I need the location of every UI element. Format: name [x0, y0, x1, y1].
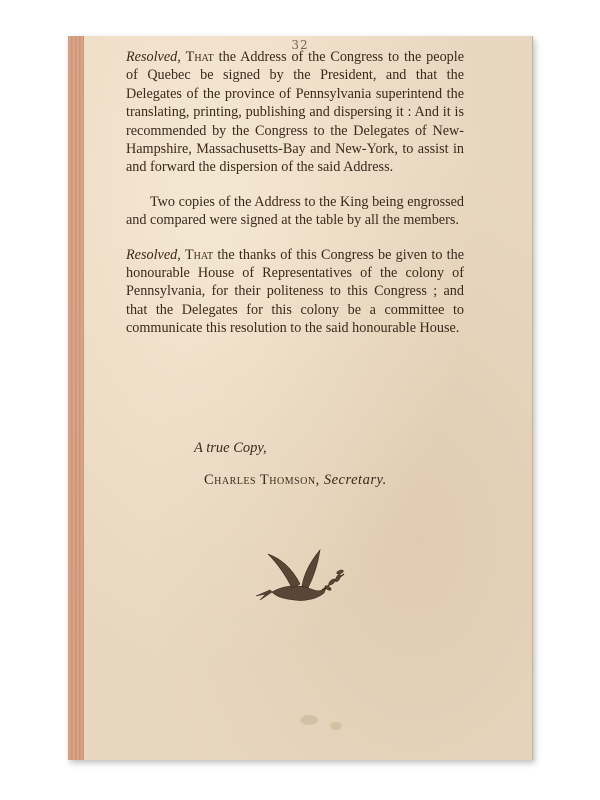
paragraph-1	[126, 48, 464, 177]
paragraph-2	[126, 193, 464, 230]
page-number: 32	[291, 38, 309, 52]
paragraph-body: the Address of the Congress to the people of Quebec be signed by the President, and that the Delegates of the province of Pennsylvania superintend the translating, printing, publishing and dispersing it : And it is recommended by the Congress to the Delegates of New-Hampshire, Massachusetts-Bay and New-York, to assist in and forward the dispersion of the said Address.	[126, 49, 464, 176]
signatory-name: Charles Thomson,	[204, 472, 320, 488]
paragraph-body: the thanks of this Congress be given to the honourable House of Representatives of the colony of Pennsylvania, for their politeness to this Congress ; and that the Delegates for this colony be a committee to communicate this resolution to the said honourable House.	[126, 246, 464, 337]
dove-with-olive-branch-icon	[252, 540, 352, 620]
attestation-line: A true Copy,	[194, 440, 267, 456]
signatory-role: Secretary.	[323, 472, 387, 488]
page-edge	[68, 36, 84, 760]
signature-line	[204, 472, 387, 489]
resolved-label: Resolved,	[126, 49, 181, 65]
that-label: That	[185, 49, 214, 65]
foxing-stain	[330, 722, 342, 730]
resolved-label: Resolved,	[126, 246, 181, 263]
document-text	[126, 48, 464, 354]
that-label: That	[185, 246, 214, 263]
paragraph-body: Two copies of the Address to the King being engrossed and compared were signed at the table by all the members.	[126, 193, 464, 229]
foxing-stain	[300, 715, 318, 725]
paragraph-3	[126, 246, 464, 338]
